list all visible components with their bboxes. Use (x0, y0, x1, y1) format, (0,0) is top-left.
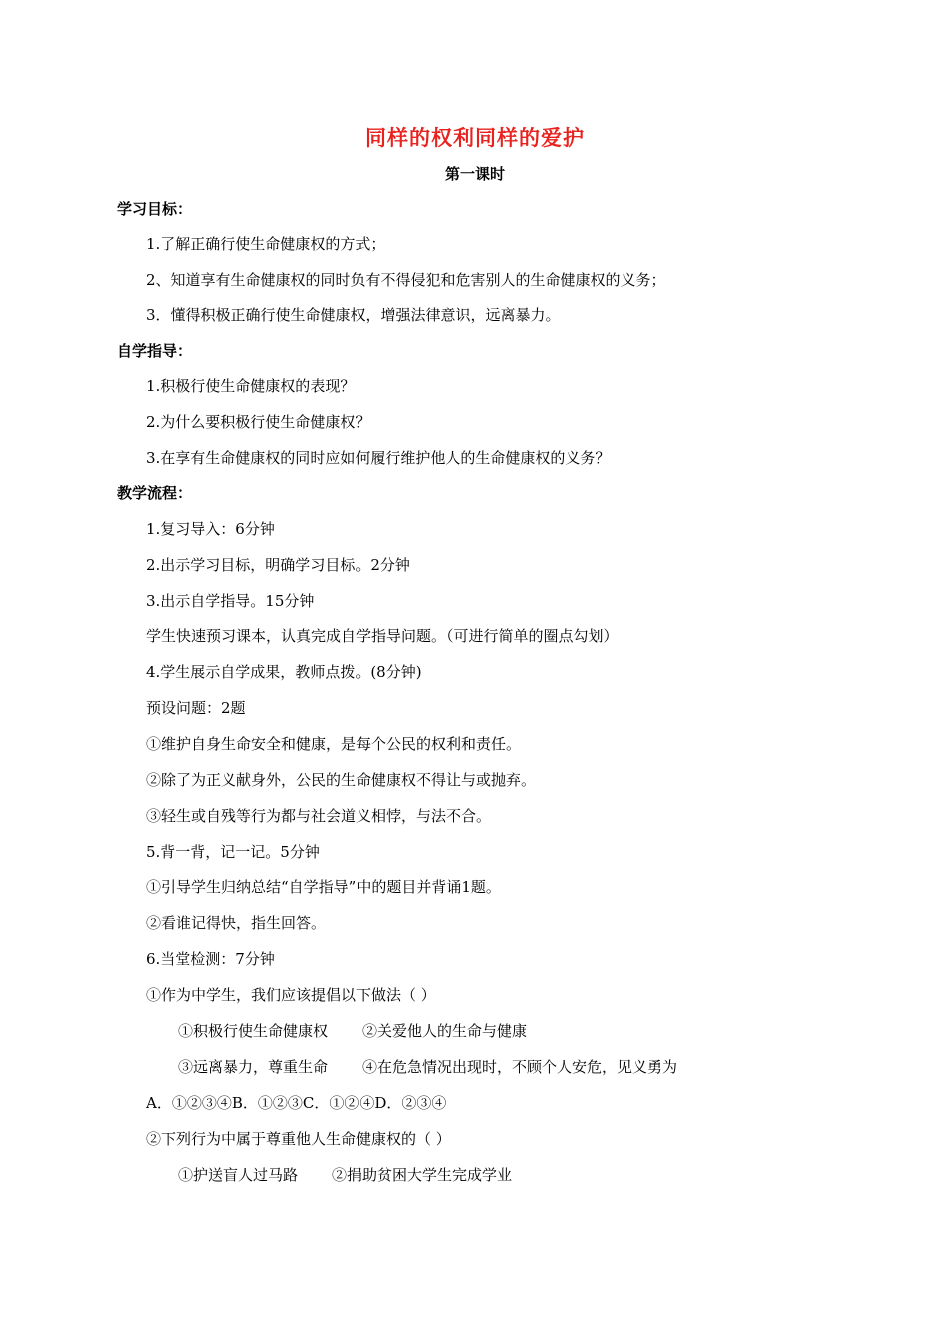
section-heading-guidance: 自学指导： (117, 342, 193, 360)
process-item: 1.复习导入：6分钟 (146, 520, 275, 538)
process-item: 2.出示学习目标，明确学习目标。2分钟 (146, 556, 410, 574)
section-heading-process: 教学流程： (117, 484, 193, 502)
process-item: 5.背一背，记一记。5分钟 (146, 843, 320, 861)
question-1-option: ③远离暴力，尊重生命 (178, 1058, 329, 1076)
question-1-answer-choices: A．①②③④B．①②③C．①②④D．②③④ (146, 1094, 447, 1112)
question-1: ①作为中学生，我们应该提倡以下做法（ ） (146, 986, 436, 1004)
objective-item: 1.了解正确行使生命健康权的方式； (146, 235, 386, 253)
process-item: 6.当堂检测：7分钟 (146, 950, 275, 968)
process-item: 3.出示自学指导。15分钟 (146, 592, 315, 610)
page-subtitle: 第一课时 (444, 165, 505, 183)
question-1-options-row (178, 1057, 677, 1077)
process-item: ②看谁记得快，指生回答。 (146, 914, 327, 932)
question-1-option: ①积极行使生命健康权 (178, 1022, 329, 1040)
question-2-option: ①护送盲人过马路 (178, 1166, 299, 1184)
process-item: ①引导学生归纳总结“自学指导”中的题目并背诵1题。 (146, 878, 501, 896)
process-item: ②除了为正义献身外，公民的生命健康权不得让与或抛弃。 (146, 771, 537, 789)
question-2-option: ②捐助贫困大学生完成学业 (332, 1166, 513, 1184)
guidance-item: 1.积极行使生命健康权的表现？ (146, 377, 356, 395)
process-item: ③轻生或自残等行为都与社会道义相悖，与法不合。 (146, 807, 492, 825)
question-1-option: ④在危急情况出现时，不顾个人安危，见义勇为 (362, 1058, 678, 1076)
process-item: 4.学生展示自学成果，教师点拨。(8分钟) (146, 663, 422, 681)
guidance-item: 3.在享有生命健康权的同时应如何履行维护他人的生命健康权的义务？ (146, 449, 611, 467)
question-2-options-row (178, 1165, 512, 1185)
question-1-option: ②关爱他人的生命与健康 (362, 1022, 528, 1040)
process-item: 预设问题：2题 (146, 699, 246, 717)
guidance-item: 2.为什么要积极行使生命健康权？ (146, 413, 371, 431)
objective-item: 3．懂得积极正确行使生命健康权，增强法律意识，远离暴力。 (146, 306, 561, 324)
process-item: 学生快速预习课本，认真完成自学指导问题。（可进行简单的圈点勾划） (146, 627, 619, 645)
section-heading-objectives: 学习目标： (117, 200, 193, 218)
question-1-options-row (178, 1021, 527, 1041)
page-title: 同样的权利同样的爱护 (365, 126, 585, 150)
process-item: ①维护自身生命安全和健康，是每个公民的权利和责任。 (146, 735, 522, 753)
question-2: ②下列行为中属于尊重他人生命健康权的（ ） (146, 1130, 451, 1148)
objective-item: 2、知道享有生命健康权的同时负有不得侵犯和危害别人的生命健康权的义务； (146, 271, 666, 289)
